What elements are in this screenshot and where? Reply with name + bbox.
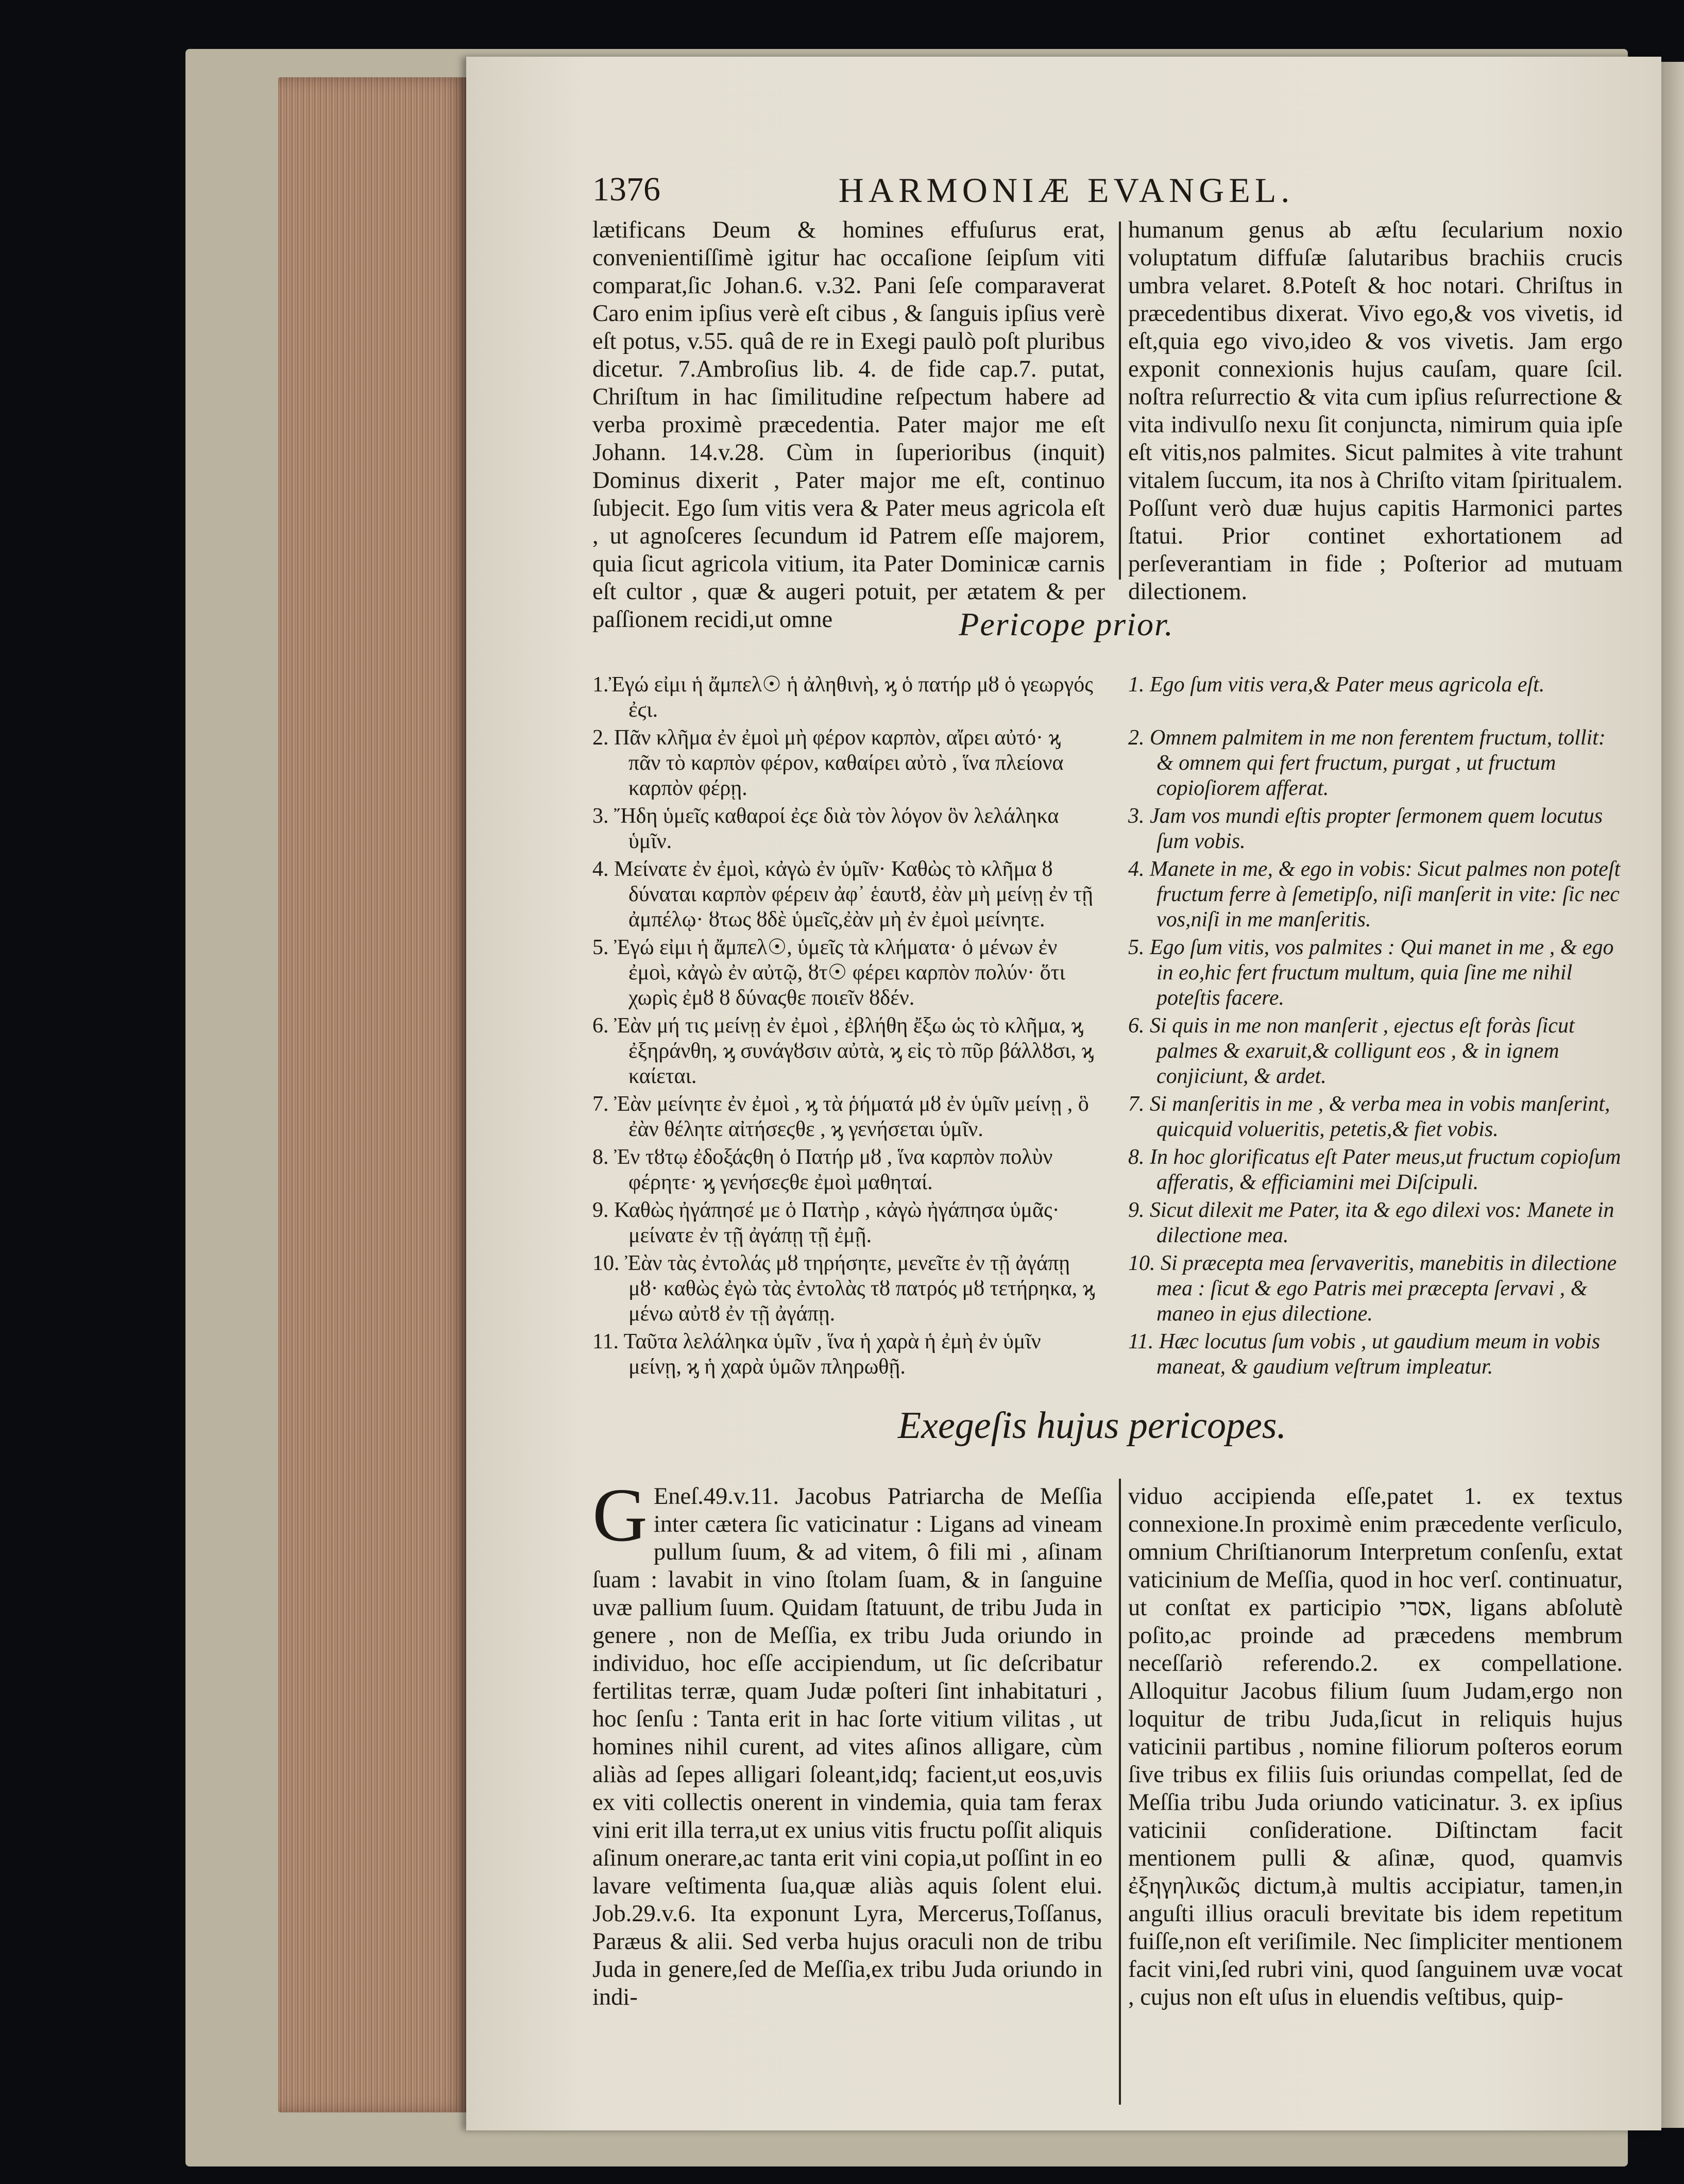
exegesis-left-column [592,1473,1102,2011]
running-head: HARMONIÆ EVANGEL. [838,171,1295,210]
intro-left-column [592,216,1105,634]
verse-latin: 5. Ego ſum vitis, vos palmites : Qui manet in me , & ego in eo,hic fert fructum multum, quia ſine me nihil poteſtis facere. [1128,936,1614,1010]
verse-row [592,1329,1623,1380]
verse-row [592,1013,1623,1089]
verse-row [592,935,1623,1011]
verse-greek: 8. Ἐν τȣτῳ ἐδοξάϛθη ὁ Πατήρ μȣ , ἵνα καρπὸν πολὺν φέρητε· ϗ γενήσεϛθε ἐμοὶ μαθηταί. [592,1145,1053,1194]
drop-cap: G [592,1473,648,1557]
verse-row [592,725,1623,801]
page-number: 1376 [592,171,660,208]
verse-greek: 7. Ἐὰν μείνητε ἐν ἐμοὶ , ϗ τὰ ῥήματά μȣ ἐν ὑμῖν μείνῃ , ὃ ἐὰν θέλητε αἰτήσεϛθε , ϗ γενήσεται ὑμῖν. [592,1092,1089,1141]
verse-latin: 8. In hoc glorificatus eſt Pater meus,ut fructum copioſum afferatis, & efficiamini mei Diſcipuli. [1128,1145,1621,1194]
verse-greek: 6. Ἐὰν μή τις μείνῃ ἐν ἐμοὶ , ἐβλήθη ἔξω ὡς τὸ κλῆμα, ϗ ἐξηράνθη, ϗ συνάγȣσιν αὐτὰ, ϗ εἰς τὸ πῦρ βάλλȣσι, ϗ καίεται. [592,1014,1094,1088]
verse-latin: 1. Ego ſum vitis vera,& Pater meus agricola eſt. [1128,673,1545,697]
intro-right-column [1128,216,1623,606]
verse-row [592,1092,1623,1142]
verse-latin: 11. Hæc locutus ſum vobis , ut gaudium meum in vobis maneat, & gaudium veſtrum impleatur. [1128,1330,1601,1379]
verse-row [592,857,1623,933]
verse-greek: 4. Μείνατε ἐν ἐμοὶ, κἀγὼ ἐν ὑμῖν· Καθὼς τὸ κλῆμα ȣ δύναται καρπὸν φέρειν ἀφ᾽ ἑαυτȣ, ἐὰν μὴ μείνῃ ἐν τῇ ἀμπέλῳ· ȣτως ȣδὲ ὑμεῖς,ἐὰν μὴ ἐν ἐμοὶ μείνητε. [592,857,1094,932]
verse-row [592,1251,1623,1327]
book-fore-edge [278,77,469,2112]
verse-latin: 7. Si manſeritis in me , & verba mea in vobis manſerint, quicquid volueritis, petetis,& fiet vobis. [1128,1092,1610,1141]
verse-row [592,1198,1623,1248]
verse-row [592,672,1623,723]
exegesis-right-text: viduo accipienda eſſe,patet 1. ex textus connexione.In proximè enim præcedente verſiculo, omnium Chriſtianorum Interpretum conſenſu, extat vaticinium de Meſſia, quod in hoc verſ. continuatur, ut conſtat ex participio אסרי, ligans abſolutè poſito,ac proinde ad præcedens membrum neceſſariò referendo.2. ex compellatione. Alloquitur Jacobus filium ſuum Judam,ergo non loquitur de tribu Juda,ſicut in reliquis hujus vaticinii partibus , nomine filiorum poſteros eorum ſive tribus ex filiis ſuis oriundas compellat, ſed de Meſſia tribu Juda oriundo vaticinatur. 3. ex ipſius vaticinii conſideratione. Diſtinctam facit mentionem pulli & aſinæ, quod, quamvis ἐξηγηλικῶς dictum,à multis accipiatur, tamen,in anguſti illius oraculi brevitate bis idem repetitum fuiſſe,non eſt veriſimile. Nec ſimpliciter mentionem facit vini,ſed rubri vini, quod ſanguinem uvæ vocat , cujus non eſt uſus in eluendis veſtibus, quip- [1128,1483,1623,2010]
verse-greek: 5. Ἐγώ εἰμι ἡ ἄμπελ☉, ὑμεῖς τὰ κλήματα· ὁ μένων ἐν ἐμοὶ, κἀγὼ ἐν αὐτῷ, ȣτ☉ φέρει καρπὸν πολύν· ὅτι χωρὶς ἐμȣ ȣ δύναϛθε ποιεῖν ȣδέν. [592,936,1065,1010]
intro-right-text: humanum genus ab æſtu ſecularium noxio voluptatum diffuſæ ſalutaribus brachiis crucis umbra velaret. 8.Poteſt & hoc notari. Chriſtus in præcedentibus dixerat. Vivo ego,& vos vivetis, id eſt,quia ego vivo,ideo & vos vivetis. Jam ergo exponit connexionis hujus cauſam, quare ſcil. noſtra reſurrectio & vita cum ipſius reſurrectione & vita indivulſo nexu ſit conjuncta, nimirum quia ipſe eſt vitis,nos palmites. Sicut palmites à vite trahunt vitalem ſuccum, ita nos à Chriſto vitam ſpiritualem. Poſſunt verò duæ hujus capitis Harmonici partes ſtatui. Prior continet exhortationem ad perſeverantiam in fide ; Poſterior ad mutuam dilectionem. [1128,217,1623,605]
intro-left-text: lætificans Deum & homines effuſurus erat, convenientiſſimè igitur hac occaſione ſeipſum viti comparat,ſic Johan.6. v.32. Pani ſeſe comparaverat Caro enim ipſius verè eſt cibus , & ſanguis ipſius verè eſt potus, v.55. quâ de re in Exegi paulò poſt pluribus dicetur. 7.Ambroſius lib. 4. de fide cap.7. putat, Chriſtum in hac ſimilitudine reſpectum habere ad verba proximè præcedentia. Pater major me eſt Johann. 14.v.28. Cùm in ſuperioribus (inquit) Dominus dixerit , Pater major me eſt, continuo ſubjecit. Ego ſum vitis vera & Pater meus agricola eſt , ut agnoſceres ſecundum id Patrem eſſe majorem, quia ſicut agricola vitium, ita Pater Dominicæ carnis eſt cultor , quæ & augeri potuit, per ætatem & per paſſionem recidi,ut omne [592,217,1105,633]
column-rule-bottom [1119,1479,1121,2105]
verse-greek: 1.Ἐγώ εἰμι ἡ ἄμπελ☉ ἡ ἀληθινὴ, ϗ ὁ πατήρ μȣ ὁ γεωργός ἐϛι. [592,673,1093,722]
verse-row [592,804,1623,854]
verse-greek: 10. Ἐὰν τὰς ἐντολάς μȣ τηρήσητε, μενεῖτε ἐν τῇ ἀγάπῃ μȣ· καθὼς ἐγὼ τὰς ἐντολὰς τȣ πατρός μȣ τετήρηκα, ϗ μένω αὐτȣ ἐν τῇ ἀγάπῃ. [592,1251,1095,1326]
verse-latin: 4. Manete in me, & ego in vobis: Sicut palmes non poteſt fructum ferre à ſemetipſo, niſi manſerit in vite: ſic nec vos,niſi in me manſeritis. [1128,857,1621,932]
pericope-heading: Pericope prior. [959,606,1174,642]
verse-row [592,1145,1623,1195]
column-rule-top [1119,222,1121,580]
verse-latin: 9. Sicut dilexit me Pater, ita & ego dilexi vos: Manete in dilectione mea. [1128,1198,1614,1247]
exegesis-heading: Exegeſis hujus pericopes. [897,1404,1287,1447]
verse-latin: 10. Si præcepta mea ſervaveritis, manebitis in dilectione mea : ſicut & ego Patris mei præcepta ſervavi , & maneo in ejus dilectione. [1128,1251,1617,1326]
verse-latin: 6. Si quis in me non manſerit , ejectus eſt foràs ſicut palmes & exaruit,& colligunt eos , & in ignem conjiciunt, & ardet. [1128,1014,1575,1088]
verse-latin: 3. Jam vos mundi eſtis propter ſermonem quem locutus ſum vobis. [1128,804,1603,853]
verse-greek: 9. Καθὼς ἠγάπησέ με ὁ Πατὴρ , κἀγὼ ἠγάπησα ὑμᾶς· μείνατε ἐν τῇ ἀγάπῃ τῇ ἐμῇ. [592,1198,1060,1247]
exegesis-left-text: Eneſ.49.v.11. Jacobus Patriarcha de Meſſia inter cætera ſic vaticinatur : Ligans ad vineam pullum ſuum, & ad vitem, ô fili mi , aſinam ſuam : lavabit in vino ſtolam ſuam, & in ſanguine uvæ pallium ſuum. Quidam ſtatuunt, de tribu Juda in genere , non de Meſſia, ex tribu Juda oriundo in individuo, hoc eſſe accipiendum, ut ſic deſcribatur fertilitas terræ, quam Judæ poſteri ſint inhabitaturi , hoc ſenſu : Tanta erit in hac ſorte vitium vilitas , ut homines nihil curent, ad vites aſinos alligare, cùm aliàs ad ſepes alligari ſoleant,idq; facient,ut eos,uvis ex viti collectis onerent in vindemia, quia tam ferax vini erit illa terra,ut ex unius vitis fructu poſſit aliquis aſinum onerare,ac tanta erit vini copia,ut poſſint in eo lavare veſtimenta ſua,quæ aliàs aquis ſolent elui. Job.29.v.6. Ita exponunt Lyra, Mercerus,Toſſanus, Paræus & alii. Sed verba hujus oraculi non de tribu Juda in genere,ſed de Meſſia,ex tribu Juda oriundo in indi- [592,1483,1102,2010]
exegesis-right-column [1128,1483,1623,2011]
verse-latin: 2. Omnem palmitem in me non ferentem fructum, tollit: & omnem qui fert fructum, purgat , ut fructum copioſiorem afferat. [1128,726,1606,800]
verse-greek: 3. Ἤδη ὑμεῖς καθαροί ἐϛε διὰ τὸν λόγον ὃν λελάληκα ὑμῖν. [592,804,1059,853]
verse-greek: 2. Πᾶν κλῆμα ἐν ἐμοὶ μὴ φέρον καρπὸν, αἴρει αὐτό· ϗ πᾶν τὸ καρπὸν φέρον, καθαίρει αὐτὸ , ἵνα πλείονα καρπὸν φέρῃ. [592,726,1064,800]
verse-greek: 11. Ταῦτα λελάληκα ὑμῖν , ἵνα ἡ χαρὰ ἡ ἐμὴ ἐν ὑμῖν μείνῃ, ϗ ἡ χαρὰ ὑμῶν πληρωθῇ. [592,1330,1041,1379]
verse-table [592,672,1623,1380]
